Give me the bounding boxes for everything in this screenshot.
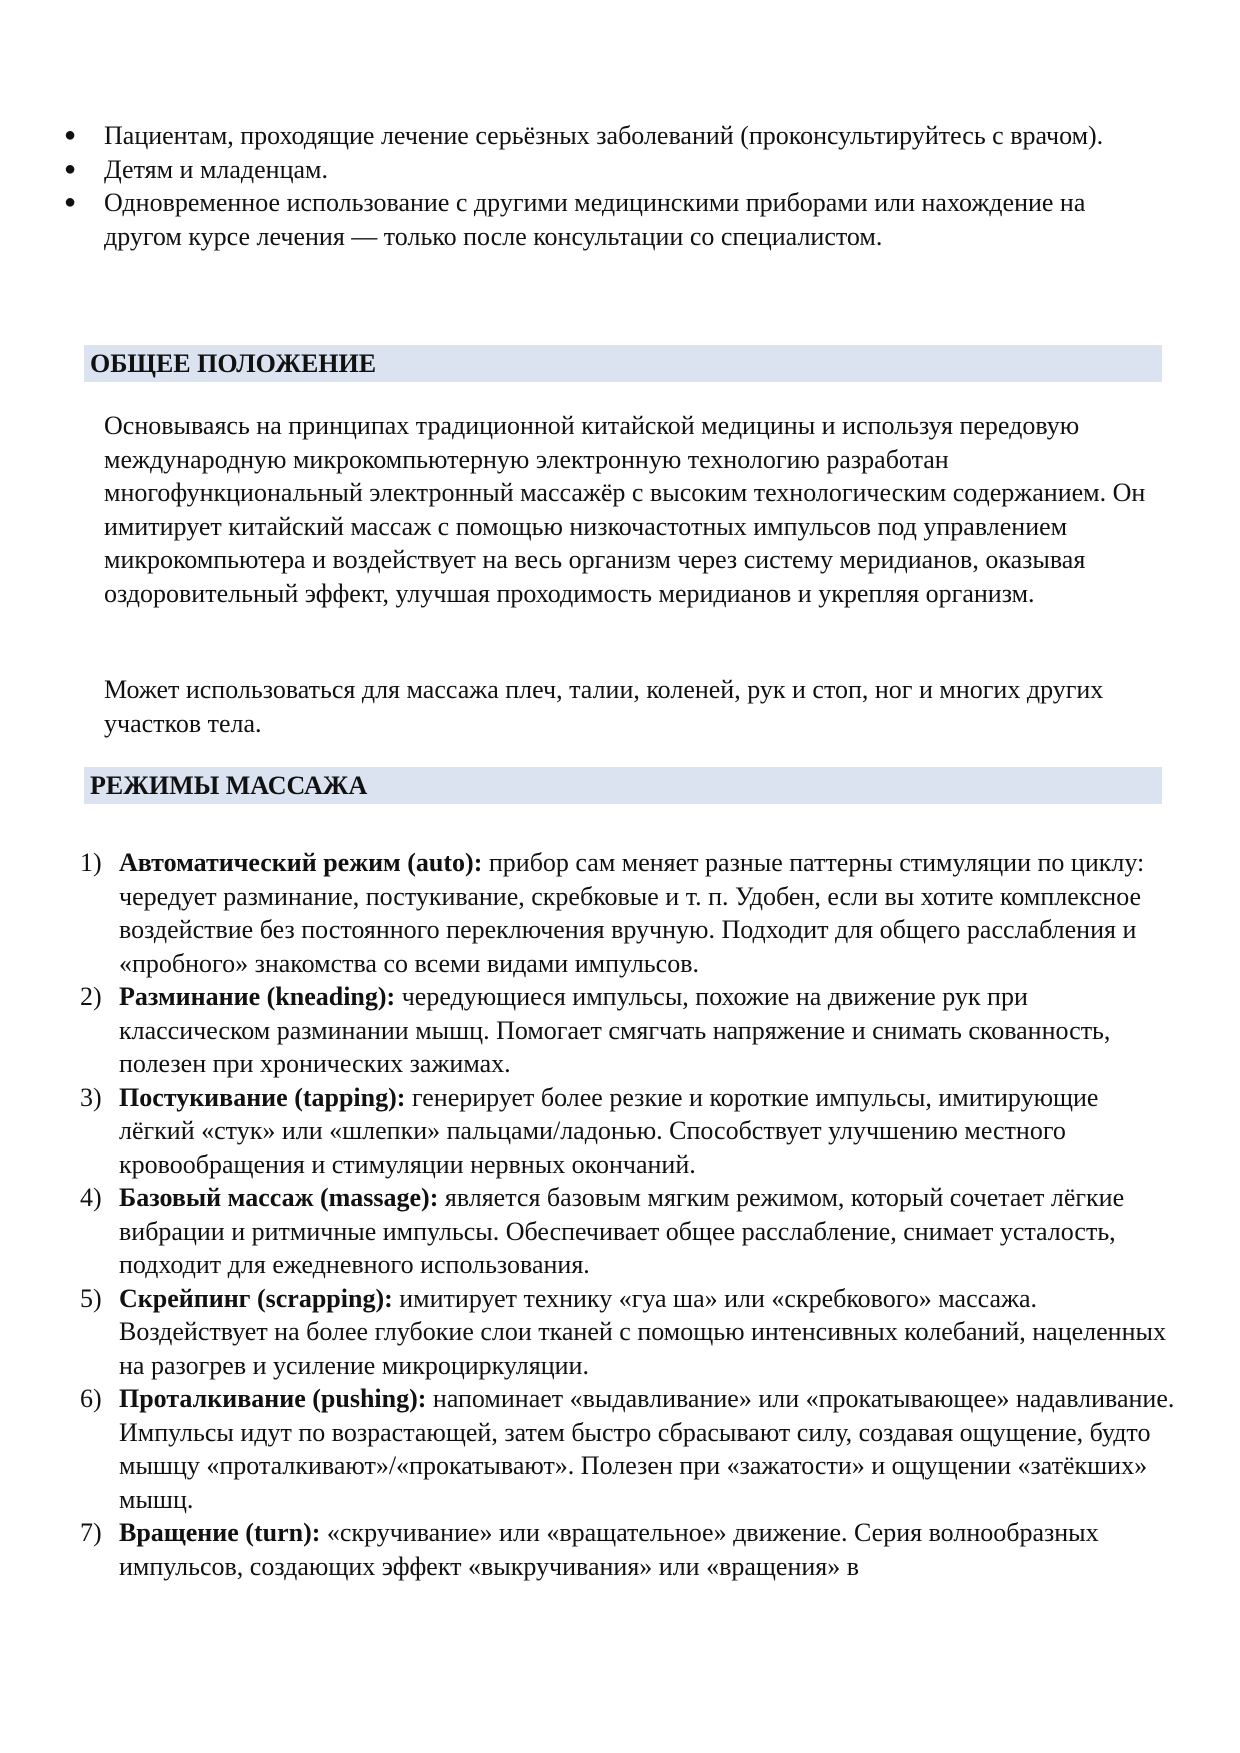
list-item-text: Детям и младенцам. — [104, 154, 328, 184]
mode-item — [0, 846, 1240, 980]
mode-description: имитирует технику «гуа ша» или «скребкового» массажа. Воздействует на более глубокие слои тканей с помощью интенсивных колебаний, нацеленных на разогрев и усиление микроциркуляции. — [119, 1283, 1166, 1380]
mode-term: Разминание (kneading): — [119, 982, 396, 1011]
mode-number: 2) — [80, 982, 102, 1011]
mode-term: Проталкивание (pushing): — [119, 1384, 427, 1413]
bullet-icon: ● — [64, 157, 77, 180]
mode-item — [0, 1081, 1240, 1182]
mode-term: Скрейпинг (scrapping): — [119, 1283, 393, 1313]
mode-number: 7) — [80, 1518, 102, 1547]
list-item — [0, 153, 1240, 187]
mode-number: 3) — [80, 1082, 102, 1112]
mode-number: 6) — [80, 1384, 102, 1413]
mode-term: Постукивание (tapping): — [119, 1082, 406, 1112]
mode-description: генерирует более резкие и короткие импульсы, имитирующие лёгкий «стук» или «шлепки» пальцами/ладонью. Способствует улучшению местного кровообращения и стимуляции нервных окончаний. — [119, 1082, 1099, 1179]
mode-number: 4) — [80, 1183, 102, 1212]
mode-description: «скручивание» или «вращательное» движение. Серия волнообразных импульсов, создающих эффект «выкручивания» или «вращения» в — [119, 1518, 1099, 1581]
section-heading-general: ОБЩЕЕ ПОЛОЖЕНИЕ — [84, 345, 1162, 382]
mode-item — [0, 1516, 1240, 1583]
bullet-icon: ● — [64, 124, 77, 146]
mode-number: 5) — [80, 1283, 102, 1313]
list-item — [0, 119, 1240, 153]
contraindications-list — [0, 119, 1240, 253]
bullet-icon: ● — [64, 191, 77, 213]
mode-term: Базовый массаж (massage): — [119, 1183, 439, 1212]
list-item-text: Одновременное использование с другими медицинскими приборами или нахождение на другом курсе лечения — только после консультации со специалистом. — [104, 188, 1086, 251]
section-heading-modes: РЕЖИМЫ МАССАЖА — [84, 767, 1162, 804]
mode-description: напоминает «выдавливание» или «прокатывающее» надавливание. Импульсы идут по возрастающей, затем быстро сбрасывают силу, создавая ощущение, будто мышцу «проталкивают»/«прокатывают». Полезен при «зажатости» и ощущении «затёкших» мышц. — [119, 1384, 1175, 1514]
mode-item — [0, 1282, 1240, 1383]
general-paragraph-1: Основываясь на принципах традиционной китайской медицины и используя передовую международную микрокомпьютерную электронную технологию разработан многофункциональный электронный массажёр с высоким технологическим содержанием. Он имитирует китайский массаж с помощью низкочастотных импульсов под управлением микрокомпьютера и воздействует на весь организм через систему меридианов, оказывая оздоровительный эффект, улучшая проходимость меридианов и укрепляя организм. — [104, 411, 1146, 608]
mode-term: Вращение (turn): — [119, 1518, 321, 1547]
mode-item — [0, 1382, 1240, 1516]
mode-description: чередующиеся импульсы, похожие на движение рук при классическом разминании мышц. Помогает смягчать напряжение и снимать скованность, полезен при хронических зажимах. — [119, 982, 1111, 1078]
massage-modes-list — [0, 846, 1240, 1583]
mode-description: прибор сам меняет разные паттерны стимуляции по циклу: чередует разминание, постукивание, скребковые и т. п. Удобен, если вы хотите комплексное воздействие без постоянного переключения вручную. Подходит для общего расслабления и «пробного» знакомства со всеми видами импульсов. — [119, 848, 1145, 978]
mode-description: является базовым мягким режимом, который сочетает лёгкие вибрации и ритмичные импульсы. Обеспечивает общее расслабление, снимает усталость, подходит для ежедневного использования. — [119, 1183, 1125, 1279]
mode-number: 1) — [80, 848, 102, 877]
mode-item — [0, 1181, 1240, 1282]
mode-item — [0, 980, 1240, 1081]
general-paragraph-2: Может использоваться для массажа плеч, талии, коленей, рук и стоп, ног и многих других участков тела. — [104, 675, 1104, 738]
list-item — [0, 186, 1240, 253]
list-item-text: Пациентам, проходящие лечение серьёзных заболеваний (проконсультируйтесь с врачом). — [104, 121, 1104, 150]
mode-term: Автоматический режим (auto): — [119, 848, 483, 877]
